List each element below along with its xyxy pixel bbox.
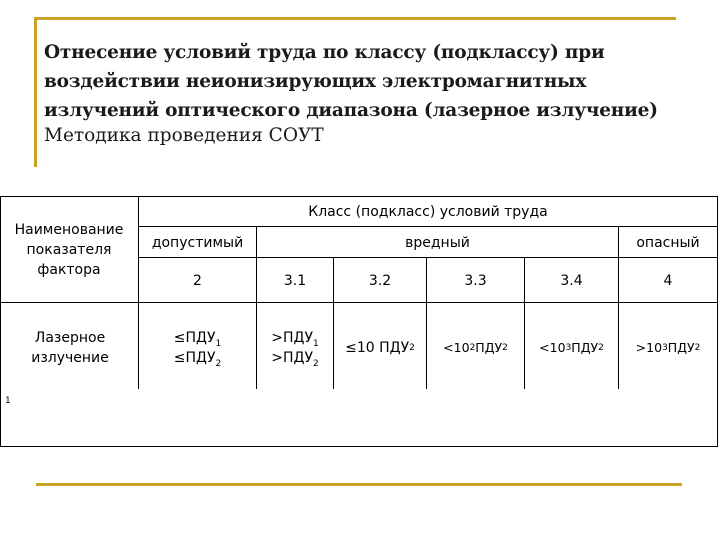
table-border-bottom xyxy=(0,446,718,447)
table-line-under-types xyxy=(138,257,718,258)
table-border-top xyxy=(0,196,718,197)
table-border-right xyxy=(717,196,718,447)
value-class-2: $\le ПДУ_1$ $\le ПДУ_2$ xyxy=(173,330,222,369)
class-3-2: 3.2 xyxy=(368,272,392,289)
class-2: 2 xyxy=(193,272,202,289)
table-line-under-group xyxy=(138,226,718,227)
value-class-3-1: $>ПДУ_1$ $>ПДУ_2$ xyxy=(271,330,319,369)
header-indicator-name: Наименование показателя фактора xyxy=(14,222,124,278)
class-3-1: 3.1 xyxy=(283,272,307,289)
slide-title: Отнесение условий труда по классу (подклассу) при воздействии неионизирующих электромагнитных излучений оптического диапазона (лазерное излучение) xyxy=(44,42,658,121)
value-class-4: >10 3 ПДУ 2 xyxy=(635,340,701,355)
header-dangerous: опасный xyxy=(636,234,700,251)
header-allowable: допустимый xyxy=(151,234,244,251)
table-line-under-header xyxy=(0,302,718,303)
table-border-left xyxy=(0,196,1,447)
header-class-group: Класс (подкласс) условий труда xyxy=(308,204,548,220)
class-3-4: 3.4 xyxy=(560,272,583,289)
header-harmful: вредный xyxy=(405,234,470,251)
slide-subtitle: Методика проведения СОУТ xyxy=(44,125,324,146)
class-3-3: 3.3 xyxy=(464,272,487,289)
bottom-decorative-rule xyxy=(36,483,682,486)
value-class-3-3: <10 2 ПДУ 2 xyxy=(443,340,508,355)
class-4: 4 xyxy=(663,272,673,289)
footnote-mark: 1 xyxy=(5,396,11,406)
row-name-laser: Лазерное излучение xyxy=(31,330,109,366)
value-class-3-2: ≤10 ПДУ 2 xyxy=(345,340,415,356)
value-class-3-4: <10 3 ПДУ 2 xyxy=(539,340,604,355)
